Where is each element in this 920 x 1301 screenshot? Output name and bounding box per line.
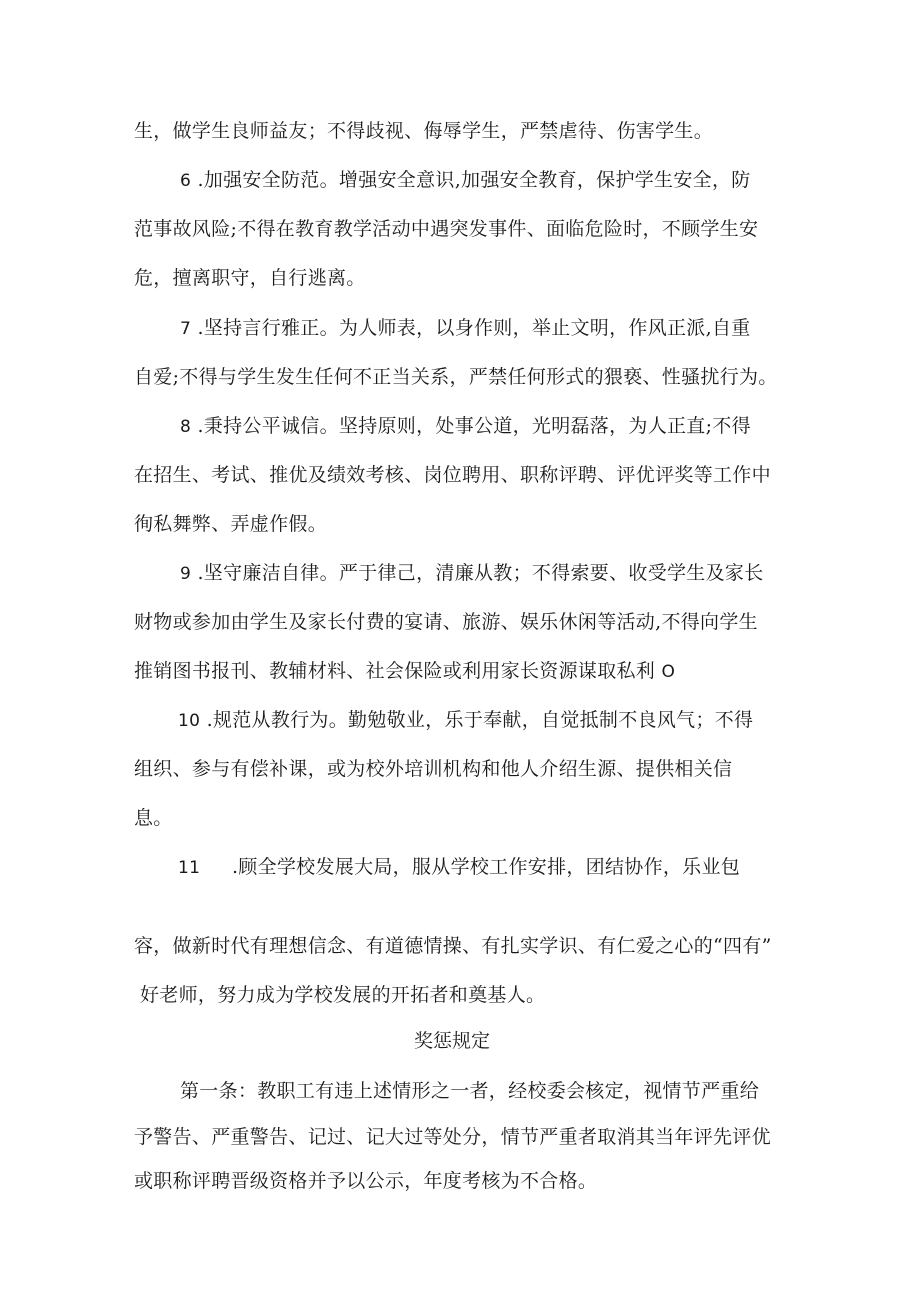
item-11-line-2: 容，做新时代有理想信念、有道德情操、有扎实学识、有仁爱之心的“四有” [134, 935, 772, 957]
item-8-line-1: 8 .秉持公平诚信。坚持原则，处事公道，光明磊落，为人正直;不得 [180, 415, 751, 437]
item-7-line-1: 7 .坚持言行雅正。为人师表，以身作则，举止文明，作风正派,自重 [180, 317, 751, 339]
item-9-line-3: 推销图书报刊、教辅材料、社会保险或利用家长资源谋取私利 O [134, 660, 676, 682]
article-1-line-3: 或职称评聘晋级资格并予以公示，年度考核为不合格。 [134, 1170, 598, 1192]
item-9-line-2: 财物或参加由学生及家长付费的宴请、旅游、娱乐休闲等活动,不得向学生 [134, 611, 758, 633]
item-number: 11 [178, 858, 201, 878]
item-7-line-2: 自爱;不得与学生发生任何不正当关系，严禁任何形式的猥亵、性骚扰行为。 [134, 366, 778, 388]
item-10-line-2: 组织、参与有偿补课，或为校外培训机构和他人介绍生源、提供相关信 [134, 758, 733, 780]
item-10-line-1: 10 .规范从教行为。勤勉敬业，乐于奉献，自觉抵制不良风气；不得 [178, 709, 754, 731]
item-6-line-3: 危，擅离职守，自行逃离。 [134, 267, 366, 289]
item-9-line-1: 9 .坚守廉洁自律。严于律己，清廉从教；不得索要、收受学生及家长 [180, 562, 764, 584]
item-10-line-3: 息。 [134, 807, 173, 829]
item-number: 8 [180, 417, 192, 437]
item-number: 9 [180, 564, 192, 584]
article-1-line-1: 第一条：教职工有违上述情形之一者，经校委会核定，视情节严重给 [180, 1080, 760, 1102]
item-6-line-1: 6 .加强安全防范。增强安全意识,加强安全教育，保护学生安全，防 [180, 169, 751, 191]
item-number: 6 [180, 171, 192, 191]
item-11-line-3: 好老师，努力成为学校发展的开拓者和奠基人。 [140, 984, 546, 1006]
item-6-line-2: 范事故风险;不得在教育教学活动中遇突发事件、面临危险时，不顾学生安 [134, 218, 759, 240]
article-1-line-2: 予警告、严重警告、记过、记大过等处分，情节严重者取消其当年评先评优 [134, 1126, 771, 1148]
text-line: 生，做学生良师益友；不得歧视、侮辱学生，严禁虐待、伤害学生。 [134, 120, 714, 142]
section-title: 奖惩规定 [414, 1030, 491, 1052]
item-8-line-3: 徇私舞弊、弄虚作假。 [134, 513, 328, 535]
item-number: 10 [178, 711, 201, 731]
item-11-line-1: 11 .顾全学校发展大局，服从学校工作安排，团结协作，乐业包 [178, 856, 741, 878]
item-number: 7 [180, 319, 192, 339]
item-8-line-2: 在招生、考试、推优及绩效考核、岗位聘用、职称评聘、评优评奖等工作中 [134, 464, 771, 486]
